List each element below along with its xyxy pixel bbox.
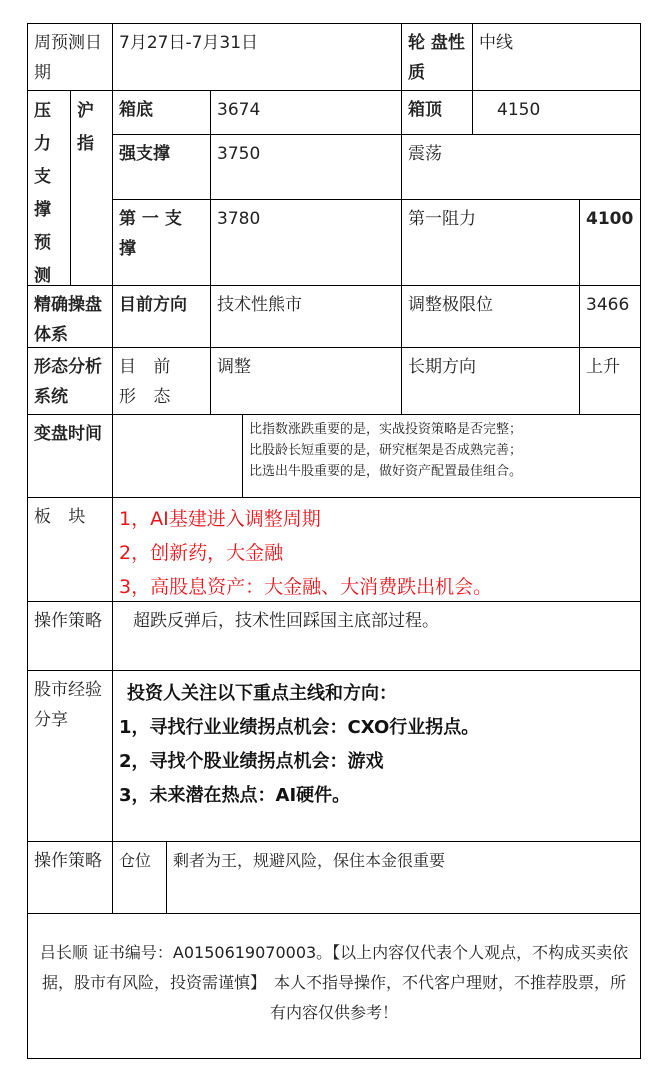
- turn-note: 比选出牛股重要的是，做好资产配置最佳组合。: [249, 464, 523, 479]
- first-support-label: 第 一 支 撑: [112, 199, 211, 286]
- box-bottom-value: 3674: [210, 90, 402, 135]
- precise-system-label: 精确操盘体系: [27, 285, 113, 348]
- long-direction-label: 长期方向: [401, 347, 580, 415]
- strategy-label: 操作策略: [27, 841, 113, 914]
- experience-item: 3，未来潜在热点：AI硬件。: [119, 785, 351, 806]
- strategy-text: 超跌反弹后，技术性回踩国主底部过程。: [112, 601, 641, 671]
- shape-system-label: 形态分析系统: [27, 347, 113, 415]
- direction-label: 目前方向: [112, 285, 211, 348]
- experience-headline: 投资人关注以下重点主线和方向：: [127, 683, 397, 704]
- current-shape-label: 目 前 形 态: [112, 347, 211, 415]
- first-resistance-value: 4100: [579, 199, 641, 286]
- strategy-label: 操作策略: [27, 601, 113, 671]
- sector-item: 3，高股息资产：大金融、大消费跌出机会。: [119, 576, 493, 598]
- first-resistance-label: 第一阻力: [401, 199, 580, 286]
- disclaimer: 吕长顺 证书编号：A0150619070003。【以上内容仅代表个人观点，不构成买卖依据，股市有风险，投资需谨慎】 本人不指导操作，不代客户理财，不推荐股票，所有内容仅供参考！: [27, 913, 641, 1059]
- strong-support-label: 强支撑: [112, 134, 211, 200]
- sector-list: [112, 497, 641, 602]
- experience-item: 2，寻找个股业绩拐点机会：游戏: [119, 751, 384, 772]
- experience-content: [112, 670, 641, 842]
- strong-support-value: 3750: [210, 134, 402, 200]
- experience-item: 1，寻找行业业绩拐点机会：CXO行业拐点。: [119, 717, 480, 738]
- first-support-value: 3780: [210, 199, 402, 286]
- sector-item: 1，AI基建进入调整周期: [119, 508, 321, 530]
- nature-label: 轮 盘性质: [401, 23, 473, 91]
- position-text: 剩者为王，规避风险，保住本金很重要: [166, 841, 641, 914]
- long-direction-value: 上升: [579, 347, 641, 415]
- index-label: 沪指: [70, 90, 113, 286]
- box-bottom-label: 箱底: [112, 90, 211, 135]
- experience-label: 股市经验分享: [27, 670, 113, 842]
- turn-time-value: [112, 414, 243, 498]
- limit-label: 调整极限位: [401, 285, 580, 348]
- pressure-support-label: 压力支撑预测: [27, 90, 71, 286]
- limit-value: 3466: [579, 285, 641, 348]
- direction-value: 技术性熊市: [210, 285, 402, 348]
- current-shape-value: 调整: [210, 347, 402, 415]
- turn-note: 比股龄长短重要的是，研究框架是否成熟完善；: [249, 443, 523, 458]
- sector-item: 2，创新药，大金融: [119, 542, 284, 564]
- box-top-value: 4150: [472, 90, 641, 135]
- turn-notes: [242, 414, 641, 498]
- turn-time-label: 变盘时间: [27, 414, 113, 498]
- box-top-label: 箱顶: [401, 90, 473, 135]
- trend-value: 震荡: [401, 134, 641, 200]
- nature-value: 中线: [472, 23, 641, 91]
- forecast-date-label: 周预测日期: [27, 23, 113, 91]
- date-range: 7月27日-7月31日: [112, 23, 402, 91]
- turn-note: 比指数涨跌重要的是，实战投资策略是否完整；: [249, 422, 523, 437]
- sector-label: 板 块: [27, 497, 113, 602]
- position-label: 仓位: [112, 841, 167, 914]
